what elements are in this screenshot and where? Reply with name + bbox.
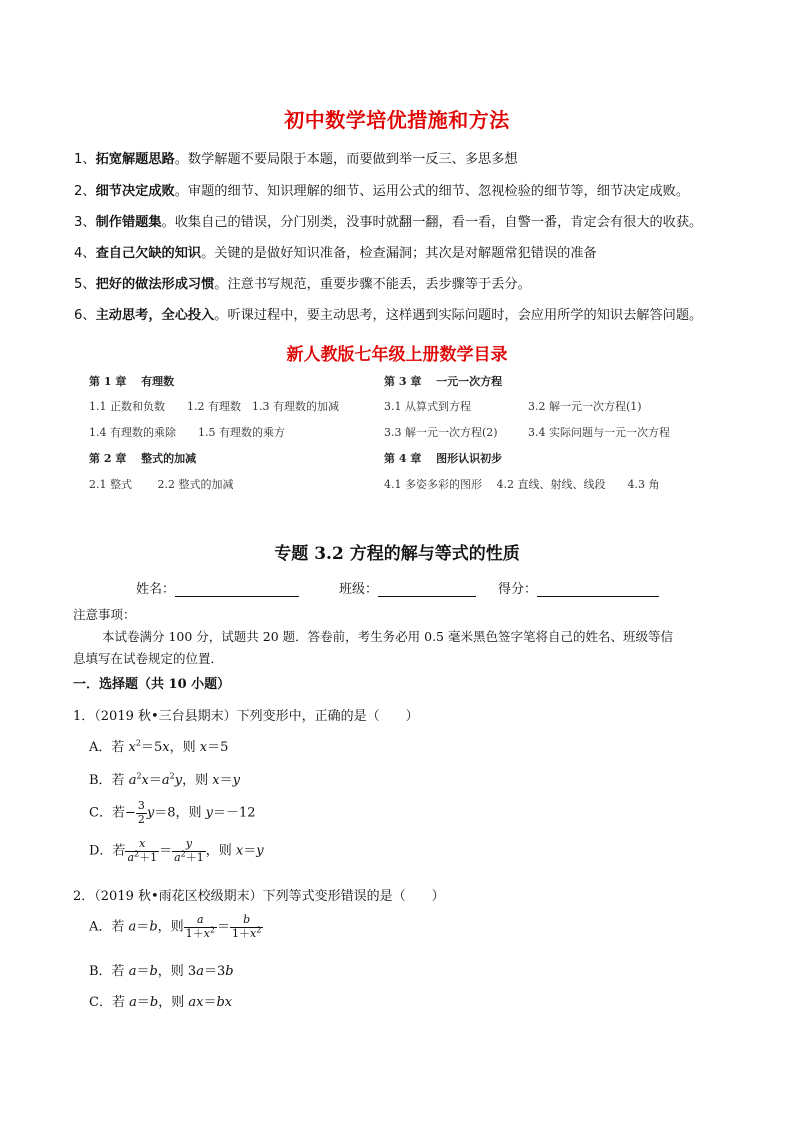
toc-chapter-4-row: 4.1 多姿多彩的图形 4.2 直线、射线、线段 4.3 角 bbox=[384, 478, 660, 491]
class-field[interactable] bbox=[339, 578, 476, 597]
toc-chapter-2-row: 2.1 整式 2.2 整式的加减 bbox=[89, 478, 234, 491]
option-text: ＝8，则 bbox=[154, 805, 206, 821]
tip-number: 1、 bbox=[74, 152, 96, 167]
class-blank[interactable] bbox=[378, 582, 476, 597]
tip-bold: 把好的做法形成习惯 bbox=[95, 277, 215, 292]
option-a[interactable]: A．若 $x^2=5x$，则 x＝5 bbox=[89, 738, 229, 755]
tip-bold: 制作错题集 bbox=[95, 215, 162, 230]
fraction: $\frac{b}{1+x^2}$ bbox=[231, 913, 262, 940]
tip-number: 3、 bbox=[74, 215, 96, 230]
section-heading: 一．选择题（共 10 小题） bbox=[73, 677, 231, 692]
toc-chapter-3-heading: 第 3 章 一元一次方程 bbox=[384, 375, 503, 388]
class-label: 班级： bbox=[339, 582, 379, 597]
tip-text: 。收集自己的错误，分门别类，没事时就翻一翻，看一看，自警一番，肯定会有很大的收获。 bbox=[161, 215, 703, 230]
option-d[interactable]: D．若 $\frac{x}{a^2+1}$ ＝ $\frac{y}{a^2+1}$ ，则 x＝y bbox=[89, 837, 264, 864]
tip-text: 。数学解题不要局限于本题，而要做到举一反三、多思多想 bbox=[174, 152, 518, 167]
fraction: $\frac{y}{a^2+1}$ bbox=[174, 837, 204, 864]
tip-item bbox=[74, 304, 702, 323]
toc-chapter-3-row: 3.4 实际问题与一元一次方程 bbox=[528, 426, 670, 439]
name-field[interactable] bbox=[136, 578, 299, 597]
toc-chapter-3-row: 3.1 从算式到方程 bbox=[384, 400, 471, 413]
option-c[interactable]: C．若− $\frac{3}{2}$ y＝8，则 y＝－12 bbox=[89, 799, 256, 826]
tip-number: 4、 bbox=[74, 246, 96, 261]
option-label: C．若 bbox=[89, 995, 130, 1010]
option-text: ＝－12 bbox=[212, 805, 256, 821]
tip-text: 。审题的细节、知识理解的细节、运用公式的细节、忽视检验的细节等，细节决定成败。 bbox=[174, 184, 690, 199]
toc-chapter-3-row: 3.2 解一元一次方程(1) bbox=[528, 400, 642, 413]
option-b[interactable]: B．若 a＝b，则 3a＝3b bbox=[89, 964, 234, 979]
tip-bold: 主动思考，全心投入 bbox=[95, 308, 215, 323]
score-label: 得分： bbox=[498, 582, 538, 597]
tip-bold: 拓宽解题思路 bbox=[95, 152, 175, 167]
tip-number: 6、 bbox=[74, 308, 96, 323]
option-label: A．若 bbox=[89, 919, 129, 935]
tip-text: 。注意书写规范，重要步骤不能丢，丢步骤等于丢分。 bbox=[214, 277, 531, 292]
score-blank[interactable] bbox=[537, 582, 659, 597]
fraction: $\frac{a}{1+x^2}$ bbox=[185, 913, 215, 940]
option-c[interactable]: C．若 a＝b，则 ax＝bx bbox=[89, 995, 233, 1010]
option-label: B．若 bbox=[89, 773, 129, 788]
tip-bold: 查自己欠缺的知识 bbox=[95, 246, 202, 261]
option-b[interactable]: B．若 $a^2x=a^2y$，则 x＝y bbox=[89, 771, 240, 788]
option-label: D．若 bbox=[89, 843, 126, 859]
notice-line: 本试卷满分 100 分，试题共 20 题．答卷前，考生务必用 0.5 毫米黑色签字笔将自己的姓名、班级等信 bbox=[102, 629, 673, 644]
question-stem: 2．（2019 秋•雨花区校级期末）下列等式变形错误的是（ ） bbox=[73, 889, 445, 904]
fraction: $\frac{x}{a^2+1}$ bbox=[127, 837, 158, 864]
score-field[interactable] bbox=[498, 578, 659, 597]
notice-label: 注意事项： bbox=[73, 607, 136, 622]
tip-number: 2、 bbox=[74, 184, 96, 199]
toc-chapter-1-row: 1.1 正数和负数 1.2 有理数 1.3 有理数的加减 bbox=[89, 400, 339, 413]
tip-item bbox=[74, 242, 597, 261]
tip-item bbox=[74, 148, 518, 167]
option-label: C．若 bbox=[89, 805, 125, 821]
toc-chapter-1-heading: 第 1 章 有理数 bbox=[89, 375, 175, 388]
page-title: 初中数学培优措施和方法 bbox=[284, 108, 510, 132]
question-stem: 1．（2019 秋•三台县期末）下列变形中，正确的是（ ） bbox=[73, 709, 419, 724]
fraction: $\frac{3}{2}$ bbox=[137, 799, 145, 826]
toc-chapter-2-heading: 第 2 章 整式的加减 bbox=[89, 452, 197, 465]
name-label: 姓名： bbox=[136, 582, 176, 597]
exam-title: 专题 3.2 方程的解与等式的性质 bbox=[274, 544, 520, 564]
toc-chapter-4-heading: 第 4 章 图形认识初步 bbox=[384, 452, 503, 465]
option-label: A．若 bbox=[89, 740, 129, 755]
tip-item bbox=[74, 180, 689, 199]
name-blank[interactable] bbox=[175, 582, 299, 597]
tip-text: 。关键的是做好知识准备，检查漏洞；其次是对解题常犯错误的准备 bbox=[201, 246, 597, 261]
option-a[interactable]: A．若 a＝b，则 $\frac{a}{1+x^2}$ ＝ $\frac{b}{1+x^2}$ bbox=[89, 913, 262, 940]
tip-number: 5、 bbox=[74, 277, 96, 292]
tip-text: 。听课过程中，要主动思考，这样遇到实际问题时，会应用所学的知识去解答问题。 bbox=[214, 308, 703, 323]
toc-chapter-3-row: 3.3 解一元一次方程(2) bbox=[384, 426, 498, 439]
toc-chapter-1-row: 1.4 有理数的乘除 1.5 有理数的乘方 bbox=[89, 426, 285, 439]
tip-item bbox=[74, 211, 702, 230]
notice-line: 息填写在试卷规定的位置． bbox=[73, 651, 224, 666]
option-label: B．若 bbox=[89, 964, 129, 979]
tip-item bbox=[74, 273, 531, 292]
toc-title: 新人教版七年级上册数学目录 bbox=[286, 345, 508, 365]
tip-bold: 细节决定成败 bbox=[95, 184, 175, 199]
